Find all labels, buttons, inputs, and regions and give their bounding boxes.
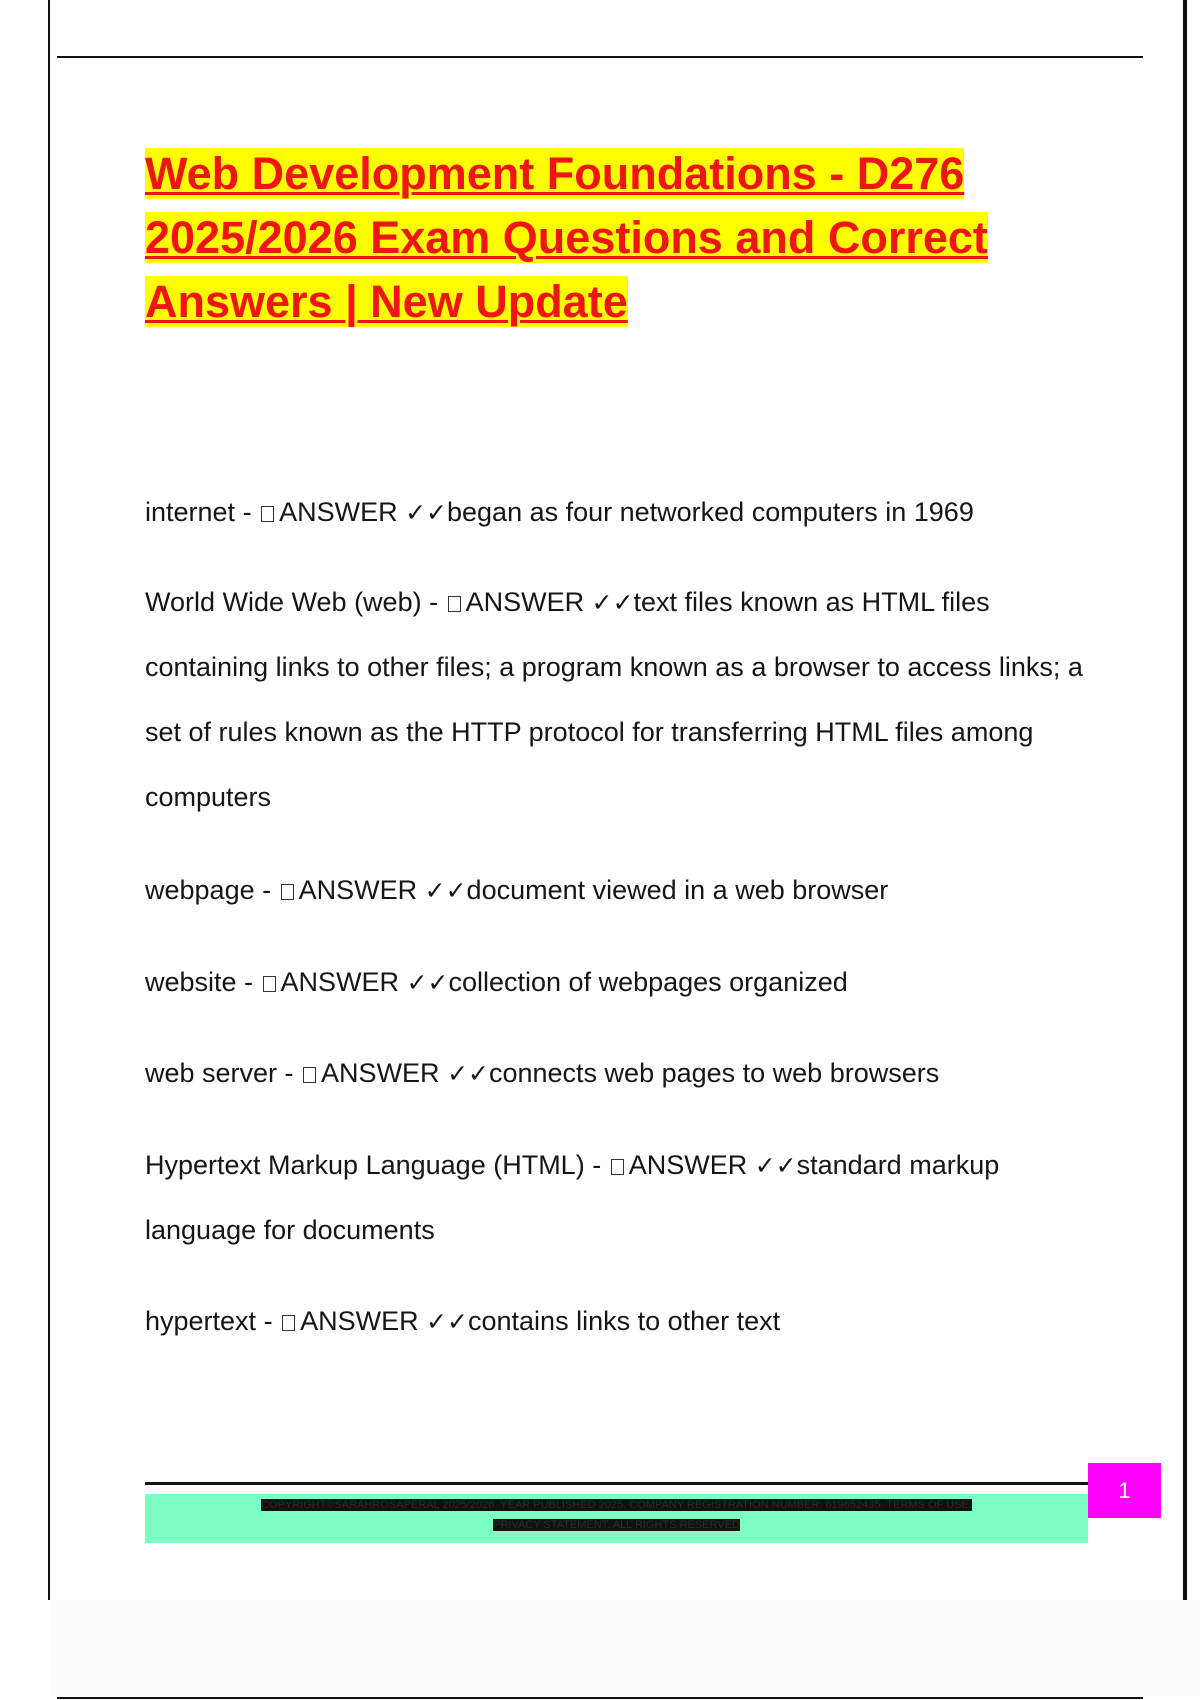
qa-entry: website - ANSWER ✓✓collection of webpages organized — [145, 967, 848, 997]
missing-glyph-icon — [261, 506, 274, 522]
entry-term: website — [145, 967, 237, 997]
page-frame-left — [48, 0, 50, 1600]
qa-entry: Hypertext Markup Language (HTML) - ANSWER ✓✓standard markup language for documents — [145, 1150, 1000, 1245]
entry-definition: document viewed in a web browser — [466, 875, 889, 905]
entry-answer-label: ANSWER — [321, 1058, 440, 1088]
page-number-badge: 1 — [1088, 1463, 1161, 1518]
double-check-icon: ✓✓ — [406, 968, 449, 997]
header-rule — [57, 56, 1143, 58]
qa-entry: web server - ANSWER ✓✓connects web pages to web browsers — [145, 1058, 940, 1088]
bottom-rule — [57, 1697, 1143, 1699]
missing-glyph-icon — [281, 884, 294, 900]
entry-term: web server — [145, 1058, 278, 1088]
entry-answer-label: ANSWER — [628, 1150, 748, 1180]
double-check-icon: ✓✓ — [424, 876, 467, 905]
qa-entry: internet - ANSWER ✓✓began as four networked computers in 1969 — [145, 497, 974, 527]
copyright-text — [145, 1494, 1088, 1535]
double-check-icon: ✓✓ — [426, 1307, 468, 1336]
page-bottom-area — [50, 1600, 1200, 1696]
entry-answer-label: ANSWER — [280, 967, 400, 997]
entry-definition: standard markup language for documents — [145, 1150, 1000, 1245]
entry-definition: collection of webpages organized — [448, 967, 848, 997]
document-title-text: Web Development Foundations - D276 2025/2026 Exam Questions and Correct Answers | New Update — [145, 148, 988, 327]
document-title — [145, 142, 1105, 334]
double-check-icon: ✓✓ — [754, 1151, 797, 1180]
missing-glyph-icon — [282, 1315, 295, 1331]
entry-answer-label: ANSWER — [279, 497, 398, 527]
entry-answer-label: ANSWER — [300, 1306, 419, 1336]
qa-entry: webpage - ANSWER ✓✓document viewed in a web browser — [145, 875, 889, 905]
copyright-line-1: COPYRIGHT©SARAHROSAPERAL 2025/2026. YEAR PUBLISHED 2025. COMPANY REGISTRATION NUMBER: 619652435. TERMS OF USE. — [261, 1499, 972, 1511]
qa-entry: World Wide Web (web) - ANSWER ✓✓text files known as HTML files containing links to other files; a program known as a browser to access links; a set of rules known as the HTTP protocol for transferring HTML files among computers — [145, 587, 1083, 812]
qa-entry: hypertext - ANSWER ✓✓contains links to other text — [145, 1306, 781, 1336]
entry-definition: text files known as HTML files containing links to other files; a program known as a browser to access links; a set of rules known as the HTTP protocol for transferring HTML files among computers — [145, 587, 1083, 812]
double-check-icon: ✓✓ — [591, 588, 634, 617]
entry-term: World Wide Web (web) — [145, 587, 422, 617]
missing-glyph-icon — [303, 1067, 316, 1083]
missing-glyph-icon — [263, 976, 276, 992]
entry-term: hypertext — [145, 1306, 257, 1336]
entry-answer-label: ANSWER — [298, 875, 418, 905]
missing-glyph-icon — [448, 596, 461, 612]
page-frame-right — [1183, 0, 1187, 1600]
entry-term: webpage — [145, 875, 255, 905]
copyright-line-2: PRIVACY STATEMENT. ALL RIGHTS RESERVED — [493, 1519, 740, 1531]
entry-term: Hypertext Markup Language (HTML) — [145, 1150, 585, 1180]
footer-rule — [145, 1482, 1088, 1485]
entry-term: internet — [145, 497, 236, 527]
entry-definition: connects web pages to web browsers — [488, 1058, 940, 1088]
copyright-band — [145, 1494, 1088, 1543]
entry-answer-label: ANSWER — [465, 587, 585, 617]
double-check-icon: ✓✓ — [447, 1059, 489, 1088]
missing-glyph-icon — [611, 1159, 624, 1175]
entry-definition: began as four networked computers in 1969 — [447, 497, 974, 527]
entry-definition: contains links to other text — [468, 1306, 781, 1336]
double-check-icon: ✓✓ — [405, 498, 447, 527]
